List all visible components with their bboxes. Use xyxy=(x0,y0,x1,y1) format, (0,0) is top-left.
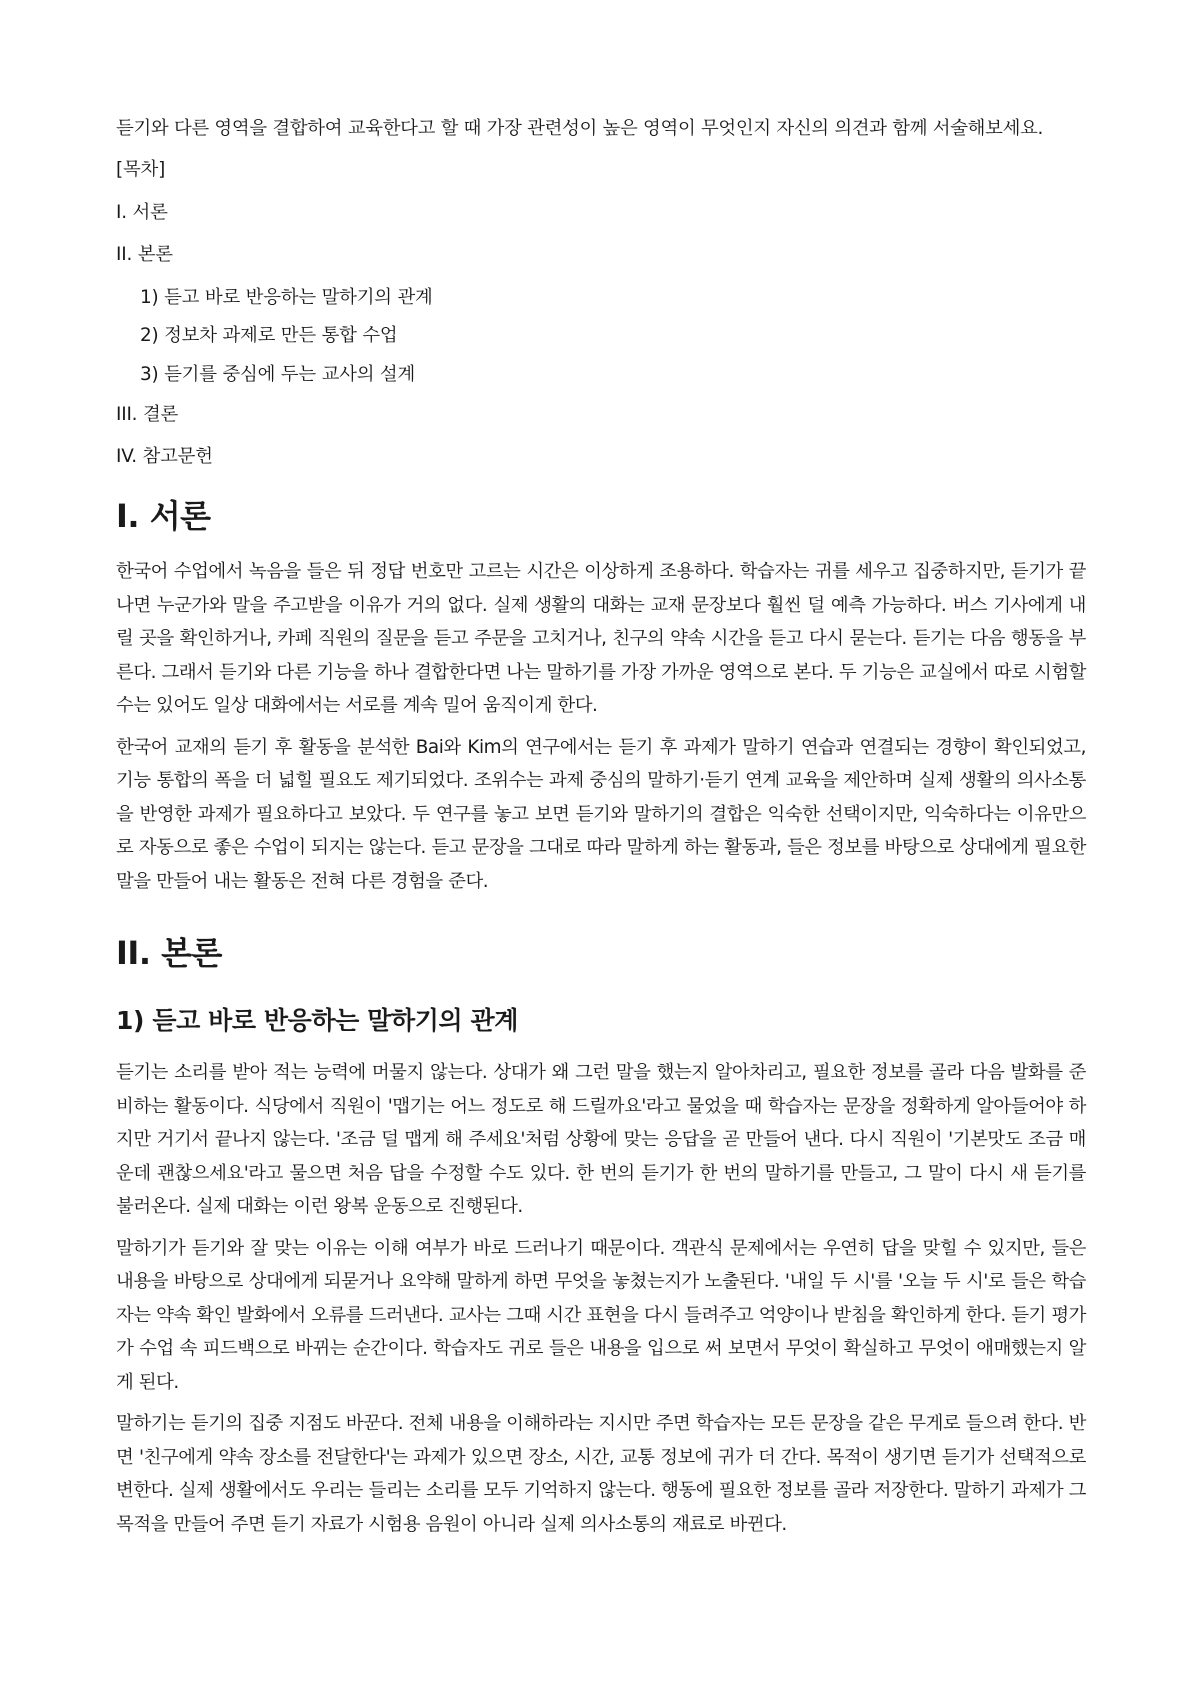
body-paragraph-1: 듣기는 소리를 받아 적는 능력에 머물지 않는다. 상대가 왜 그런 말을 했는지 알아차리고, 필요한 정보를 골라 다음 발화를 준비하는 활동이다. 식당에서 직원이 '맵기는 어느 정도로 해 드릴까요'라고 물었을 때 학습자는 문장을 정확하게 알아들어야 하지만 거기서 끝나지 않는다. '조금 덜 맵게 해 주세요'처럼 상황에 맞는 응답을 곧 만들어 낸다. 다시 직원이 '기본맛도 조금 매운데 괜찮으세요'라고 물으면 처음 답을 수정할 수도 있다. 한 번의 듣기가 한 번의 말하기를 만들고, 그 말이 다시 새 듣기를 불러온다. 실제 대화는 이런 왕복 운동으로 진행된다. xyxy=(116,1062,1086,1217)
intro-paragraph-2: 한국어 교재의 듣기 후 활동을 분석한 Bai와 Kim의 연구에서는 듣기 후 과제가 말하기 연습과 연결되는 경향이 확인되었고, 기능 통합의 폭을 더 넓힐 필요도 제기되었다. 조위수는 과제 중심의 말하기·듣기 연계 교육을 제안하며 실제 생활의 의사소통을 반영한 과제가 필요하다고 보았다. 두 연구를 놓고 보면 듣기와 말하기의 결합은 익숙한 선택이지만, 익숙하다는 이유만으로 자동으로 좋은 수업이 되지는 않는다. 듣고 문장을 그대로 따라 말하게 하는 활동과, 들은 정보를 바탕으로 상대에게 필요한 말을 만들어 내는 활동은 전혀 다른 경험을 준다. xyxy=(116,736,1086,892)
toc-item-body-2: 2) 정보차 과제로 만든 통합 수업 xyxy=(140,325,398,346)
body-paragraph-2: 말하기가 듣기와 잘 맞는 이유는 이해 여부가 바로 드러나기 때문이다. 객관식 문제에서는 우연히 답을 맞힐 수 있지만, 들은 내용을 바탕으로 상대에게 되묻거나 요약해 말하게 하면 무엇을 놓쳤는지가 노출된다. '내일 두 시'를 '오늘 두 시'로 들은 학습자는 약속 확인 발화에서 오류를 드러낸다. 교사는 그때 시간 표현을 다시 들려주고 억양이나 받침을 확인하게 한다. 듣기 평가가 수업 속 피드백으로 바뀌는 순간이다. 학습자도 귀로 들은 내용을 입으로 써 보면서 무엇이 확실하고 무엇이 애매했는지 알게 된다. xyxy=(116,1237,1086,1393)
section-heading-introduction: I. 서론 xyxy=(116,497,211,535)
toc-item-body-1: 1) 듣고 바로 반응하는 말하기의 관계 xyxy=(140,286,433,308)
toc-item-conclusion: III. 결론 xyxy=(116,403,179,425)
toc-item-body-3: 3) 듣기를 중심에 두는 교사의 설계 xyxy=(140,363,416,385)
toc-item-introduction: I. 서론 xyxy=(116,201,168,223)
section-heading-body: II. 본론 xyxy=(116,934,222,972)
table-of-contents xyxy=(116,156,1086,471)
essay-prompt: 듣기와 다른 영역을 결합하여 교육한다고 할 때 가장 관련성이 높은 영역이 무엇인지 자신의 의견과 함께 서술해보세요. xyxy=(116,118,1044,139)
subsection-heading-1: 1) 듣고 바로 반응하는 말하기의 관계 xyxy=(116,1006,519,1035)
intro-paragraph-1: 한국어 수업에서 녹음을 들은 뒤 정답 번호만 고르는 시간은 이상하게 조용하다. 학습자는 귀를 세우고 집중하지만, 듣기가 끝나면 누군가와 말을 주고받을 이유가 거의 없다. 실제 생활의 대화는 교재 문장보다 훨씬 덜 예측 가능하다. 버스 기사에게 내릴 곳을 확인하거나, 카페 직원의 질문을 듣고 주문을 고치거나, 친구의 약속 시간을 듣고 다시 묻는다. 듣기는 다음 행동을 부른다. 그래서 듣기와 다른 기능을 하나 결합한다면 나는 말하기를 가장 가까운 영역으로 본다. 두 기능은 교실에서 따로 시험할 수는 있어도 일상 대화에서는 서로를 계속 밀어 움직이게 한다. xyxy=(116,561,1086,716)
body-paragraph-3: 말하기는 듣기의 집중 지점도 바꾼다. 전체 내용을 이해하라는 지시만 주면 학습자는 모든 문장을 같은 무게로 들으려 한다. 반면 '친구에게 약속 장소를 전달한다'는 과제가 있으면 장소, 시간, 교통 정보에 귀가 더 간다. 목적이 생기면 듣기가 선택적으로 변한다. 실제 생활에서도 우리는 들리는 소리를 모두 기억하지 않는다. 행동에 필요한 정보를 골라 저장한다. 말하기 과제가 그 목적을 만들어 주면 듣기 자료가 시험용 음원이 아니라 실제 의사소통의 재료로 바뀐다. xyxy=(116,1413,1086,1535)
toc-heading: [목차] xyxy=(116,159,166,180)
toc-item-body: II. 본론 xyxy=(116,244,173,265)
toc-item-references: IV. 참고문헌 xyxy=(116,446,213,467)
